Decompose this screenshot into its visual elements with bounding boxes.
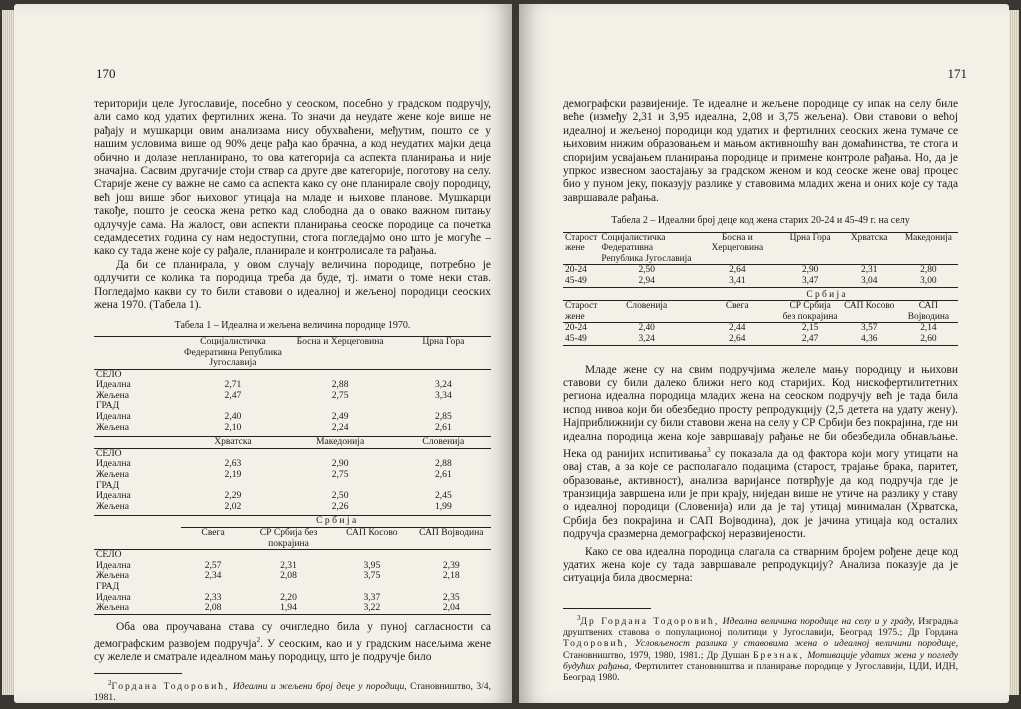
cell: 2,80 xyxy=(920,265,937,276)
cell: 2,88 xyxy=(434,458,452,470)
cell: 2,31 xyxy=(861,265,878,276)
cell: 3,47 xyxy=(801,276,819,287)
cell: 2,29 xyxy=(224,490,242,502)
cell: 2,50 xyxy=(331,490,349,502)
table-header: Свега xyxy=(181,528,245,550)
cell: 3,24 xyxy=(638,334,655,344)
table-header: Старост жене xyxy=(565,232,598,254)
table-row xyxy=(94,481,491,492)
footnote-number: 3 xyxy=(577,613,581,622)
cell: 3,00 xyxy=(920,276,937,287)
section-label: ГРАД xyxy=(96,580,120,592)
footnote xyxy=(94,678,491,703)
cell: 2,57 xyxy=(204,559,222,571)
row-label: Идеална xyxy=(96,490,131,502)
cell: 3,95 xyxy=(363,559,381,571)
table-header: Социјалистичка Федеративна Република Југославија xyxy=(183,335,282,369)
table1-block3 xyxy=(94,515,491,614)
cell: 3,24 xyxy=(434,379,452,391)
cell: 2,33 xyxy=(204,591,222,603)
cell: 2,64 xyxy=(729,265,746,276)
table-row xyxy=(94,401,491,412)
page-number: 171 xyxy=(947,66,967,81)
paragraph: демографски развијеније. Те идеалне и жељене породице су ипак на селу биле веће (између 2,31 и 3,95 идеална, 2,08 и 3,75 жељена). Ови ставови о већој идеалној и жељеној породици код удатих и фертилних сеоских жена тумаче се њиховим нижим образовањем и мањом активношћу ван домаћинства, те стога и споријим усвајањем планирања породице и примене контроле рађања. Но, да је упркос извесном заостајању за градском женом и код сеоске жене овај процес био у пуном јеку, показују разлике у ставовима младих жена и оних које су тада завршавале рађања. xyxy=(563,98,958,204)
cell: 2,45 xyxy=(434,490,452,502)
paragraph-text: Младе жене су на свим подручјима желеле мању породицу и њихови ставови су били далеко ближи него код старијих. Код нискофертилитетних региона идеална породица младих жена на сеоском подручју већ је тада била испод нивоа који би обезбедио просту репродукцију (2,5 детета на удату жену). Најприближнији су били ставови жена на селу у СР Србији без покрајина, где ни идеална породица жена које завршавају рађање не би обезбедила обнављање. Нека од ранијих испитивања xyxy=(563,363,958,460)
table-header: САП Косово xyxy=(332,528,411,550)
page-edges-right xyxy=(1008,10,1019,695)
row-label: Идеална xyxy=(96,559,131,571)
cell: 2,94 xyxy=(638,276,655,287)
table-header: Словенија xyxy=(626,301,668,312)
table-header: Социјалистичка Федеративна Република Југославија xyxy=(601,232,692,264)
cell: 2,20 xyxy=(280,591,297,603)
table-header: Старост жене xyxy=(565,301,598,322)
footnote-title: Идеална величина породице на селу и у граду, xyxy=(722,616,915,628)
section-label: СЕЛО xyxy=(96,368,122,380)
table-row xyxy=(94,423,491,434)
footnote-rule xyxy=(563,608,651,609)
table-header: Словенија xyxy=(422,436,465,448)
paragraph xyxy=(563,364,958,542)
cell: 4,36 xyxy=(861,334,878,344)
footnote-author: Тодоровић, xyxy=(563,638,629,650)
left-page xyxy=(14,4,512,703)
cell: 1,99 xyxy=(434,500,452,512)
cell: 2,18 xyxy=(442,570,460,582)
row-label: Идеална xyxy=(96,379,131,391)
table-header: Македонија xyxy=(904,232,952,243)
table-header: Црна Гора xyxy=(422,335,465,347)
cell: 2,39 xyxy=(442,559,460,571)
table-row xyxy=(94,491,491,502)
table-header: СР Србија без покрајина xyxy=(245,528,332,550)
cell: 1,94 xyxy=(280,602,297,614)
cell: 2,31 xyxy=(280,559,297,571)
cell: 2,24 xyxy=(331,421,349,433)
cell: 2,04 xyxy=(442,602,460,614)
row-label: Жељена xyxy=(96,570,129,582)
row-label: Жељена xyxy=(96,469,129,481)
cell: 2,61 xyxy=(434,421,452,433)
table-row xyxy=(563,276,958,287)
row-label: 45-49 xyxy=(565,334,587,344)
paragraph xyxy=(94,621,491,665)
paragraph: Како се ова идеална породица слагала са стварним бројем рођене деце код удатих жена које су тада завршавале репродукцију? Анализа показује да је ситуација била двосмерна: xyxy=(563,545,958,585)
cell: 2,34 xyxy=(204,570,222,582)
table-row xyxy=(94,380,491,391)
row-label: Жељена xyxy=(96,602,129,614)
table-row xyxy=(563,323,958,334)
table-row xyxy=(94,582,491,593)
table-header: СР Србија без покрајина xyxy=(782,301,838,322)
footnote-text: Становништво, 1979, 1980, 1981.; Др Душан xyxy=(563,649,750,661)
row-label: 20-24 xyxy=(565,323,587,334)
footnote-rule xyxy=(94,673,182,674)
cell: 2,40 xyxy=(224,411,242,423)
row-label: 45-49 xyxy=(565,276,587,287)
paragraph: територији целе Југославије, посебно у сеоском, посебно у градском подручју, али само код удатих фертилних жена. То значи да неудате жене које више не рађају и мушкарци овим анализама нису обухваћени, међутим, пошто се у нашим условима више од 90% деце рађа као брачна, а код неудатих мајки деца обично и долазе непланирано, то ова категорија са аспекта планирања и није значајна. Сасвим другачије стоји ствар са друге две категорије, поготову на селу. Старије жене су важне не само са аспекта како су оне планирале своју породицу, већ још више због њиховог утицаја на младе и њихове планове. Мушкарци такође, пошто је сеоска жена ретко кад слободна да о овако важном питању одлучује сама. На жалост, ови аспекти планирања сеоске породице са почетка седамдесетих година су нам недоступни, стога погледајмо оно што је могуће – како су тада жене које су рађале, планирале и контролисале та рађања. xyxy=(94,98,491,258)
row-label: Жељена xyxy=(96,421,129,433)
page-edges-left xyxy=(2,10,14,695)
cell: 2,08 xyxy=(280,570,297,582)
table-caption: Табела 2 – Идеални број деце код жена старих 20-24 и 45-49 г. на селу xyxy=(611,215,910,227)
cell: 2,15 xyxy=(801,323,819,334)
footnote-title: Условљеност разлика у ставовима жена о идеалној величини породице, xyxy=(634,638,958,650)
table-row xyxy=(563,265,958,276)
table2-part2 xyxy=(563,290,958,346)
table-header: Свега xyxy=(725,301,749,312)
footnote-number: 2 xyxy=(108,678,112,687)
footnote-text: Фертилитет становништва и планирање породице у Југославији, ЦДИ, ИДН, Београд 1980. xyxy=(563,660,958,684)
footnote-title: Идеални и жељени број деце у породици, xyxy=(232,680,407,692)
table-header: Босна и Херцеговина xyxy=(711,232,764,254)
cell: 2,90 xyxy=(331,458,349,470)
cell: 2,35 xyxy=(442,591,460,603)
cell: 3,04 xyxy=(861,276,878,287)
cell: 3,57 xyxy=(861,323,878,334)
footnote-ref: 2 xyxy=(256,636,261,645)
cell: 2,75 xyxy=(331,469,349,481)
left-text-column xyxy=(94,98,491,703)
cell: 2,63 xyxy=(224,458,242,470)
cell: 3,75 xyxy=(363,570,381,582)
footnote-title: Мотивације удатих жена у погледу будућих рађања, xyxy=(563,649,959,672)
table-row xyxy=(94,502,491,513)
section-label: СЕЛО xyxy=(96,549,122,561)
row-label: Жељена xyxy=(96,500,129,512)
footnote-text: Изградња друштвених ставова о популационој политици у Југославији, Београд 1975.; Др Гордана xyxy=(563,616,958,639)
right-page xyxy=(519,4,1009,703)
cell: 2,44 xyxy=(729,323,746,334)
section-label: ГРАД xyxy=(96,479,120,491)
cell: 2,40 xyxy=(638,323,655,334)
cell: 3,34 xyxy=(434,389,452,401)
right-text-column xyxy=(563,98,958,683)
cell: 3,37 xyxy=(363,591,381,603)
table-header: САП Косово xyxy=(844,301,895,312)
paragraph: Да би се планирала, у овом случају величина породице, потребно је одлучити се колика та породица треба да буде, тј. имати о томе неки став. Погледајмо какви су то били ставови о идеалној и жељеној породици сеоских жена 1970. (Табела 1). xyxy=(94,258,491,312)
row-label: Идеална xyxy=(96,411,131,423)
paragraph-text: Оба ова проучавана става су очигледно била у пуној сагласности са демографским развојем подручја xyxy=(94,620,491,650)
table-row xyxy=(94,470,491,481)
footnote-author: Гордана Тодоровић, xyxy=(111,680,230,692)
cell: 2,14 xyxy=(920,323,937,334)
cell: 3,22 xyxy=(363,602,381,614)
table-header: Црна Гора xyxy=(789,232,831,243)
table-row xyxy=(94,448,491,459)
table-header: САП Војводина xyxy=(907,301,950,322)
footnote-author: Брезнак, xyxy=(753,649,804,661)
row-label: Идеална xyxy=(96,591,131,603)
paragraph-text: . У сеоским, као и у градским насељима жене су желеле и сматрале идеалном мању породицу, што је подручје било xyxy=(94,637,491,664)
section-label: ГРАД xyxy=(96,400,120,412)
table-row xyxy=(94,391,491,402)
table-header: Босна и Херцеговина xyxy=(296,335,384,347)
group-header: С р б и ј а xyxy=(316,515,357,527)
cell: 2,88 xyxy=(331,379,349,391)
cell: 2,61 xyxy=(434,469,452,481)
cell: 2,02 xyxy=(224,500,242,512)
cell: 3,41 xyxy=(729,276,746,287)
row-label: 20-24 xyxy=(565,265,587,276)
cell: 2,90 xyxy=(801,265,819,276)
group-header: С р б и ј а xyxy=(806,289,846,300)
cell: 2,19 xyxy=(224,469,242,481)
cell: 2,47 xyxy=(801,334,819,344)
footnote-author: Др Гордана Тодоровић, xyxy=(580,616,720,628)
table-header: Хрватска xyxy=(214,436,252,448)
cell: 2,71 xyxy=(224,379,242,391)
footnote-ref: 3 xyxy=(707,446,711,455)
cell: 2,26 xyxy=(331,500,349,512)
page-number: 170 xyxy=(96,66,116,81)
footnote xyxy=(563,613,958,683)
table-row xyxy=(94,412,491,423)
table-header: Хрватска xyxy=(850,232,888,243)
cell: 2,85 xyxy=(434,411,452,423)
cell: 2,60 xyxy=(920,334,937,344)
table-row xyxy=(563,334,958,345)
row-label: Жељена xyxy=(96,389,129,401)
table-row xyxy=(94,603,491,614)
cell: 2,49 xyxy=(331,411,349,423)
row-label: Идеална xyxy=(96,458,131,470)
table-caption: Табела 1 – Идеална и жељена величина породице 1970. xyxy=(174,319,411,331)
table1-block2 xyxy=(94,436,491,512)
table2-part1 xyxy=(563,232,958,288)
footnote-text: Становништво, 3/4, 1981. xyxy=(94,680,491,703)
table-row xyxy=(94,369,491,380)
cell: 2,08 xyxy=(204,602,222,614)
cell: 2,50 xyxy=(638,265,655,276)
section-label: СЕЛО xyxy=(96,447,122,459)
table-row xyxy=(94,571,491,582)
table1-block1 xyxy=(94,336,491,433)
cell: 2,47 xyxy=(224,389,242,401)
cell: 2,75 xyxy=(331,389,349,401)
cell: 2,64 xyxy=(729,334,746,344)
table-header: Македонија xyxy=(316,436,365,448)
cell: 2,10 xyxy=(224,421,242,433)
table-row xyxy=(94,459,491,470)
paragraph-text: су показала да од фактора који могу утицати на овај став, а за које се располагало подацима (старост, трајање брака, паритет, образовање, активност), анализа варијансе потврђује да код подручја где је транзиција завршена или је при крају, ниједан више не утиче на разлику у ставу о идеалној породици (Словенија) или да је тај утицај минималан (Хрватска, Србија без покрајина и САП Војводина), док је јачина утицаја код осталих подручја сразмерна демографској неразвијености. xyxy=(563,447,958,541)
table-header: САП Војводина xyxy=(412,528,491,550)
